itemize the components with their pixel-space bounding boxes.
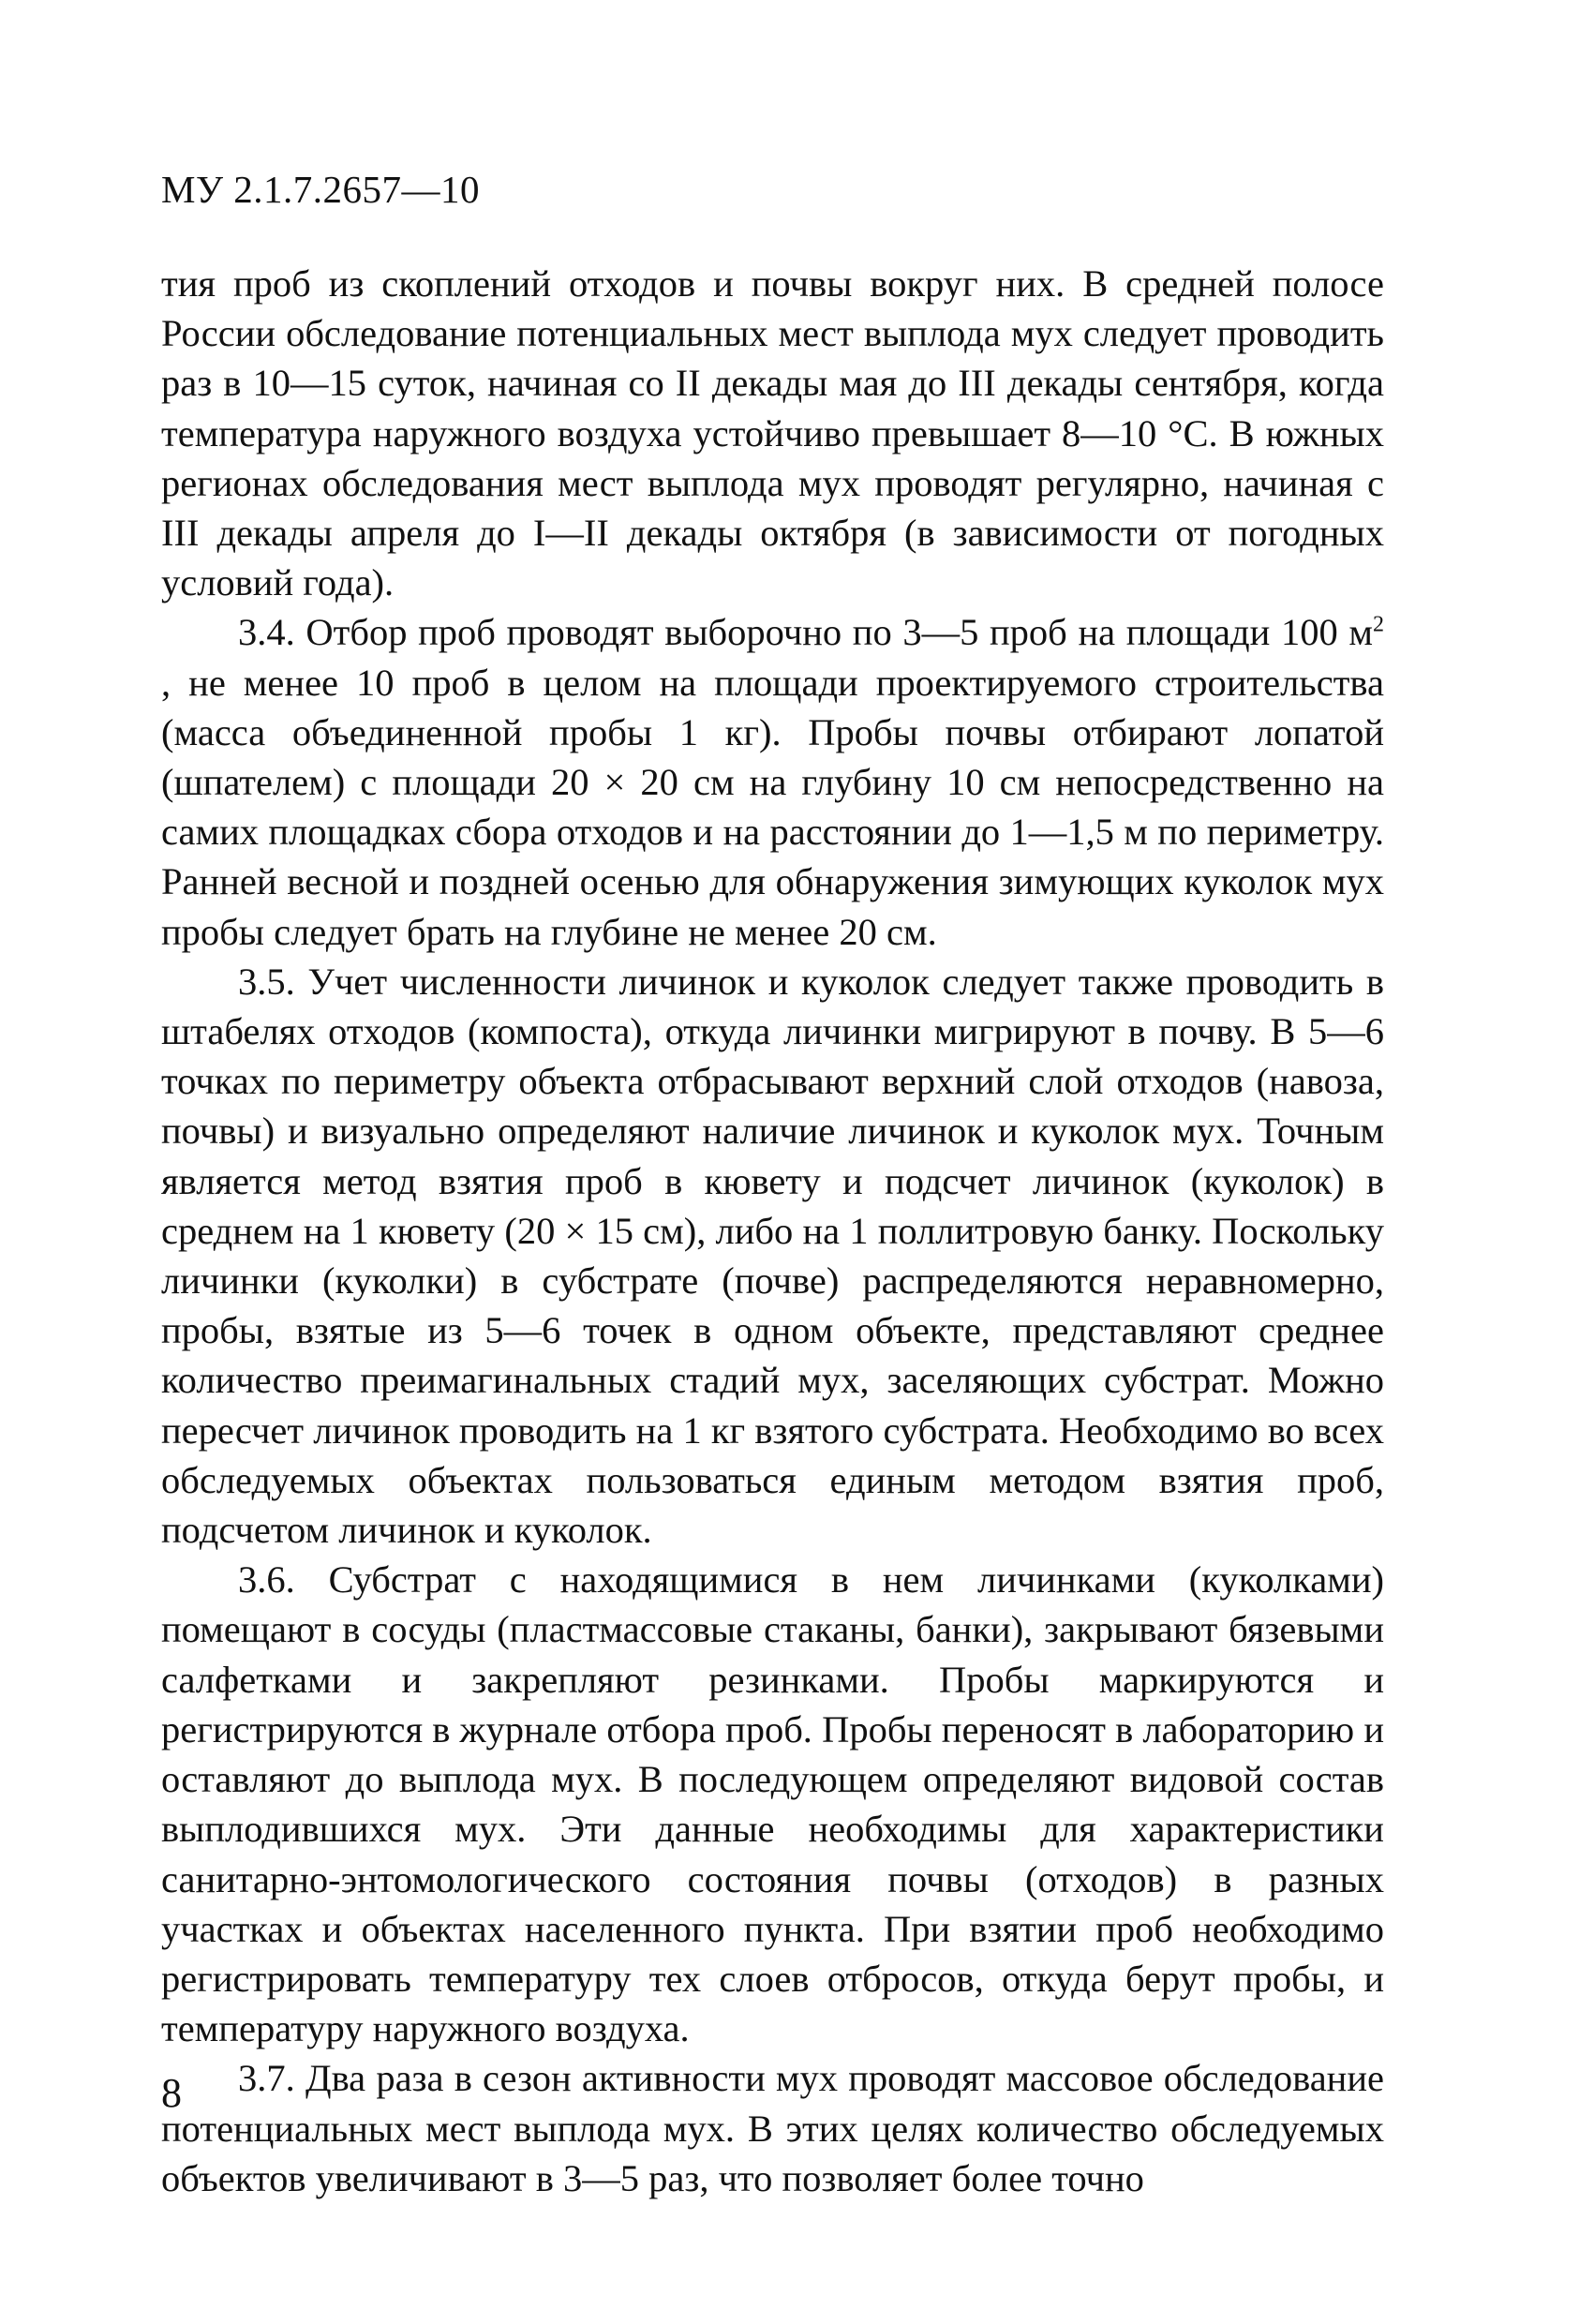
- square-meter-superscript: 2: [1373, 612, 1384, 637]
- document-header: МУ 2.1.7.2657—10: [161, 168, 480, 211]
- paragraph-3-4: [161, 607, 1384, 956]
- paragraph-3-4-part2: , не менее 10 проб в целом на площади проектируемого строительства (масса объединенной пробы 1 кг). Пробы почвы отбирают лопатой (шпателем) с площади 20 × 20 см на глубину 10 см непосредственно на самих площадках сбора отходов и на расстоянии до 1—1,5 м по периметру. Ранней весной и поздней осенью для обнаружения зимующих куколок мух пробы следует брать на глубине не менее 20 см.: [161, 661, 1384, 953]
- body-text: [161, 259, 1384, 2203]
- paragraph-3-6: 3.6. Субстрат с находящимися в нем личинками (куколками) помещают в сосуды (пластмассовые стаканы, банки), закрывают бязевыми салфетками и закрепляют резинками. Пробы маркируются и регистрируются в журнале отбора проб. Пробы переносят в лабораторию и оставляют до выплода мух. В последующем определяют видовой состав выплодившихся мух. Эти данные необходимы для характеристики санитарно-энтомологического состояния почвы (отходов) в разных участках и объектах населенного пункта. При взятии проб необходимо регистрировать температуру тех слоев отбросов, откуда берут пробы, и температуру наружного воздуха.: [161, 1558, 1384, 2050]
- paragraph-3-4-part1: 3.4. Отбор проб проводят выборочно по 3—5 проб на площади 100 м: [238, 611, 1373, 654]
- paragraph-continuation: тия проб из скоплений отходов и почвы вокруг них. В средней полосе России обследование потенциальных мест выплода мух следует проводить раз в 10—15 суток, начиная со II декады мая до III декады сентября, когда температура наружного воздуха устойчиво превышает 8—10 °С. В южных регионах обследования мест выплода мух проводят регулярно, начиная с III декады апреля до I—II декады октября (в зависимости от погодных условий года).: [161, 262, 1384, 604]
- paragraph-3-7: 3.7. Два раза в сезон активности мух проводят массовое обследование потенциальных мест выплода мух. В этих целях количество обследуемых объектов увеличивают в 3—5 раз, что позволяет более точно: [161, 2057, 1384, 2199]
- paragraph-3-5: 3.5. Учет численности личинок и куколок следует также проводить в штабелях отходов (компоста), откуда личинки мигрируют в почву. В 5—6 точках по периметру объекта отбрасывают верхний слой отходов (навоза, почвы) и визуально определяют наличие личинок и куколок мух. Точным является метод взятия проб в кювету и подсчет личинок (куколок) в среднем на 1 кювету (20 × 15 см), либо на 1 поллитровую банку. Поскольку личинки (куколки) в субстрате (почве) распределяются неравномерно, пробы, взятые из 5—6 точек в одном объекте, представляют среднее количество преимагинальных стадий мух, заселяющих субстрат. Можно пересчет личинок проводить на 1 кг взятого субстрата. Необходимо во всех обследуемых объектах пользоваться единым методом взятия проб, подсчетом личинок и куколок.: [161, 960, 1384, 1552]
- page-number: 8: [161, 2070, 182, 2116]
